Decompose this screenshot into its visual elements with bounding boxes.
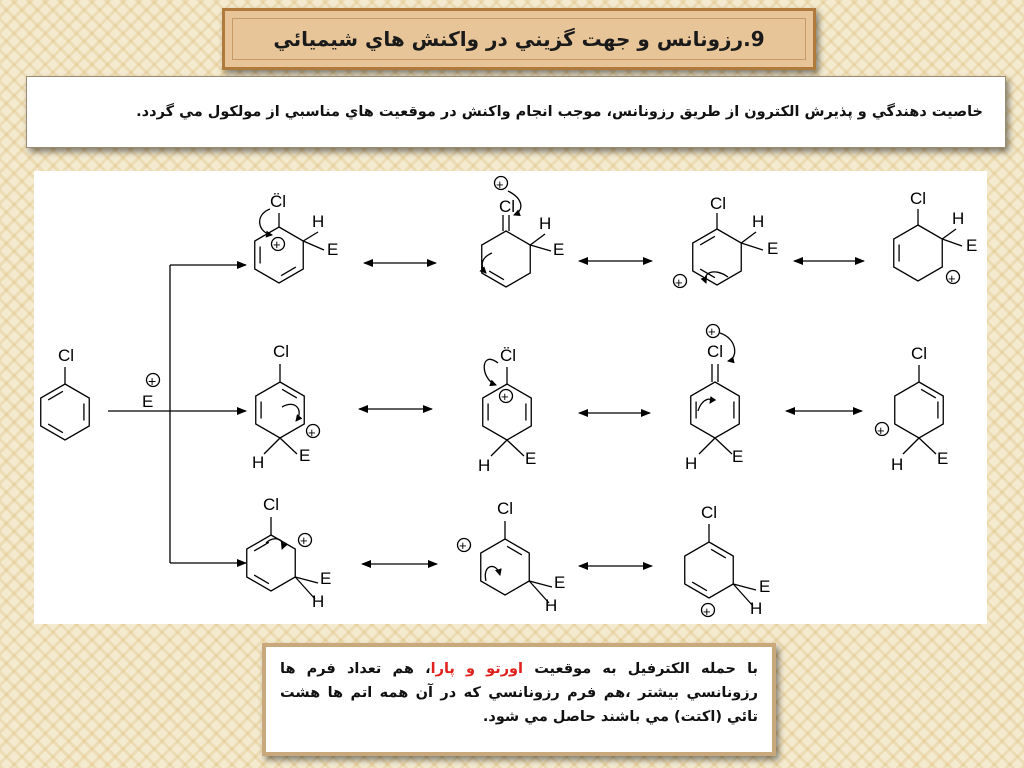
r3c-cl: Cl (701, 503, 718, 522)
r2a-e-bond (280, 438, 297, 454)
r3a-plus: + (300, 533, 308, 548)
r1a-e: E (327, 240, 339, 259)
r1b-ring (482, 231, 530, 287)
r2b-e-bond (507, 440, 524, 456)
r2d-cl: Cl (911, 344, 928, 363)
r3b-ring (481, 539, 529, 595)
r2a-h: H (252, 453, 265, 472)
r2d-e: E (937, 449, 949, 468)
r2b-e: E (525, 449, 537, 468)
r3b-h: H (545, 596, 558, 615)
r1a-ring (255, 227, 303, 283)
r2d-h-bond (903, 438, 919, 454)
r2c-ring-arrow (698, 399, 711, 411)
r3a-ring (247, 535, 295, 591)
r2d-ring (895, 382, 943, 438)
r2a-ring (256, 382, 304, 438)
r1d-h: H (952, 209, 965, 228)
r2a-cl: Cl (273, 342, 290, 361)
note-part2: ، هم تعداد فرم ها رزونانسي بيشتر ،هم فرم رزونانسي كه در آن همه اتم ها هشت تائي (اكتت) مي باشند حاصل مي شود. (280, 661, 758, 725)
r2c-h-bond (699, 438, 715, 454)
r2c-cl: Cl (707, 342, 724, 361)
r2a-ring-arrow (282, 404, 299, 421)
r2a-e: E (299, 446, 311, 465)
r3c-h: H (750, 599, 763, 618)
slide-title-box (222, 8, 816, 70)
r1d-cl: Cl (910, 189, 927, 208)
r2c-plus: + (708, 324, 716, 339)
r3b-plus: + (459, 538, 467, 553)
r1c-h: H (752, 212, 765, 231)
r3a-ring-arrow (266, 539, 283, 549)
description-box (26, 76, 1006, 148)
note-part1: با حمله الكترفيل به موقعيت (523, 661, 758, 677)
r2b-plus: + (501, 389, 509, 404)
r2b-h-bond (491, 440, 507, 456)
note-highlight: اورتو و پارا (430, 661, 524, 677)
r1a-cl: C̈l (270, 192, 287, 211)
r3a-cl: Cl (263, 495, 280, 514)
r1a-curved-arrow (260, 209, 272, 235)
r1a-plus: + (273, 237, 281, 252)
r1d-ring (894, 225, 942, 281)
r2c-e-bond (715, 438, 732, 454)
description-text: خاصيت دهندگي و پذيرش الكترون از طريق رزونانس، موجب انجام واكنش در موقعيت هاي مناسبي از مولكول مي گردد. (136, 104, 983, 120)
r1c-e: E (767, 239, 779, 258)
label-electrophile-plus: + (148, 373, 157, 389)
r1b-ring-arrow (482, 253, 492, 273)
r2b-cl: C̈l (500, 346, 517, 365)
r3b-e: E (554, 573, 566, 592)
slide-title: 9.رزونانس و جهت گزيني در واكنش هاي شيميائي (273, 27, 765, 51)
r3a-h: H (312, 592, 325, 611)
r1c-h-bond (741, 232, 756, 243)
r3c-ring (685, 542, 733, 598)
conclusion-note-text (280, 657, 758, 729)
r3b-ring-arrow (485, 566, 500, 581)
conclusion-note-box (262, 643, 776, 756)
r3c-plus: + (703, 604, 711, 619)
r3b-cl: Cl (497, 499, 514, 518)
r1d-h-bond (942, 229, 956, 239)
label-electrophile: E (142, 392, 154, 411)
r1a-e-bond (303, 241, 324, 250)
reactant-ring (41, 384, 89, 440)
r3a-e: E (320, 569, 332, 588)
r2c-e: E (732, 447, 744, 466)
r2a-h-bond (264, 438, 280, 454)
r1b-h: H (539, 214, 552, 233)
r2a-plus: + (308, 425, 316, 440)
r1b-cl: Cl (499, 197, 516, 216)
resonance-diagram-svg (34, 171, 987, 624)
r2c-h: H (685, 454, 698, 473)
r1b-e: E (553, 240, 565, 259)
r1c-cl: Cl (710, 194, 727, 213)
r2d-plus: + (877, 423, 885, 438)
r1a-h: H (312, 212, 325, 231)
r2b-h: H (478, 456, 491, 475)
r1b-plus: + (496, 177, 504, 192)
r3c-e: E (759, 577, 771, 596)
r1c-e-bond (741, 243, 763, 250)
label-cl-reactant: Cl (58, 346, 75, 365)
r1c-ring (693, 229, 741, 285)
r1d-e-bond (942, 239, 962, 246)
r1d-e: E (966, 236, 978, 255)
r1b-e-bond (530, 245, 551, 251)
r1c-plus: + (675, 275, 683, 290)
r1a-h-bond (303, 232, 318, 241)
r1b-h-bond (530, 234, 545, 245)
r1d-plus: + (948, 271, 956, 286)
r2d-h: H (891, 455, 904, 474)
r2b-curved-arrow (484, 359, 498, 385)
r2d-e-bond (919, 438, 936, 454)
resonance-diagram (34, 171, 987, 624)
